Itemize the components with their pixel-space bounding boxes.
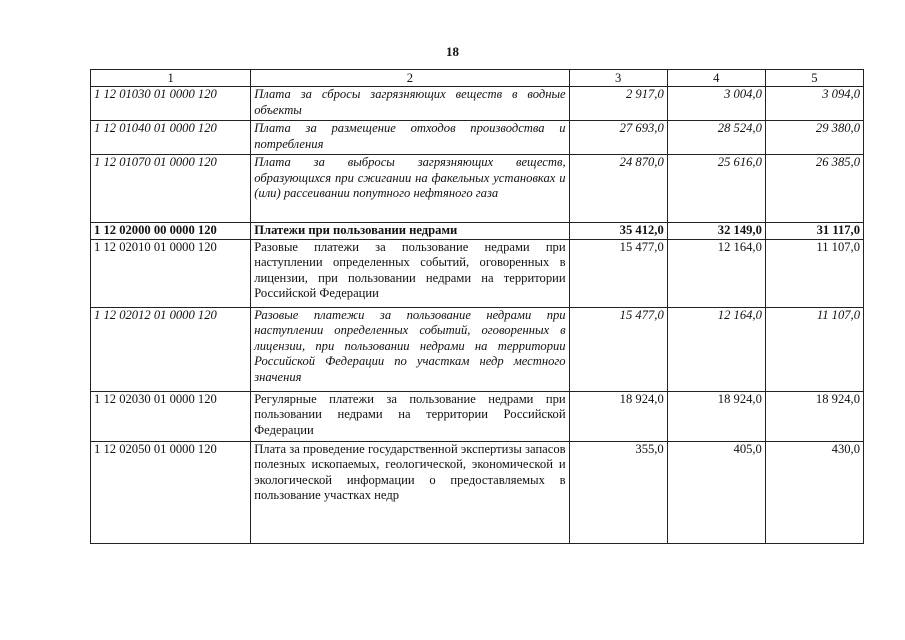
row-code: 1 12 02030 01 0000 120 xyxy=(91,391,251,441)
row-code: 1 12 01040 01 0000 120 xyxy=(91,121,251,155)
row-value-3: 24 870,0 xyxy=(569,155,667,223)
column-header-2: 2 xyxy=(251,70,569,87)
table-row xyxy=(91,87,864,121)
column-header-4: 4 xyxy=(667,70,765,87)
row-code: 1 12 01030 01 0000 120 xyxy=(91,87,251,121)
row-value-4: 12 164,0 xyxy=(667,239,765,307)
row-value-4: 18 924,0 xyxy=(667,391,765,441)
row-value-4: 3 004,0 xyxy=(667,87,765,121)
row-value-4: 405,0 xyxy=(667,441,765,543)
row-name: Разовые платежи за пользование недрами при наступлении определенных событий, оговоренных в лицензии, при пользовании недрами на территории Российской Федерации xyxy=(251,239,569,307)
table-row xyxy=(91,307,864,391)
row-code: 1 12 01070 01 0000 120 xyxy=(91,155,251,223)
row-name: Разовые платежи за пользование недрами при наступлении определенных событий, оговоренных в лицензии, при пользовании недрами на территории Российской Федерации по участкам недр местного значения xyxy=(251,307,569,391)
table-body xyxy=(91,87,864,544)
row-code: 1 12 02012 01 0000 120 xyxy=(91,307,251,391)
row-name: Плата за размещение отходов производства и потребления xyxy=(251,121,569,155)
table-row xyxy=(91,155,864,223)
row-value-3: 27 693,0 xyxy=(569,121,667,155)
row-name: Плата за выбросы загрязняющих веществ, образующихся при сжигании на факельных установках и (или) рассеивании попутного нефтяного газа xyxy=(251,155,569,223)
row-code: 1 12 02010 01 0000 120 xyxy=(91,239,251,307)
header-row xyxy=(91,70,864,87)
budget-table xyxy=(90,69,864,544)
row-value-5: 430,0 xyxy=(765,441,863,543)
row-value-4: 28 524,0 xyxy=(667,121,765,155)
row-value-5: 31 117,0 xyxy=(765,223,863,240)
row-value-5: 11 107,0 xyxy=(765,307,863,391)
row-name: Платежи при пользовании недрами xyxy=(251,223,569,240)
table-row xyxy=(91,223,864,240)
table-row xyxy=(91,441,864,543)
row-value-3: 355,0 xyxy=(569,441,667,543)
page-number: 18 xyxy=(446,44,459,59)
table-row xyxy=(91,121,864,155)
row-value-5: 18 924,0 xyxy=(765,391,863,441)
table-row xyxy=(91,239,864,307)
row-value-4: 12 164,0 xyxy=(667,307,765,391)
row-value-3: 15 477,0 xyxy=(569,239,667,307)
row-code: 1 12 02050 01 0000 120 xyxy=(91,441,251,543)
table-row xyxy=(91,391,864,441)
row-value-5: 11 107,0 xyxy=(765,239,863,307)
row-value-3: 35 412,0 xyxy=(569,223,667,240)
row-name: Плата за сбросы загрязняющих веществ в водные объекты xyxy=(251,87,569,121)
row-code: 1 12 02000 00 0000 120 xyxy=(91,223,251,240)
row-value-5: 29 380,0 xyxy=(765,121,863,155)
row-value-3: 18 924,0 xyxy=(569,391,667,441)
row-name: Плата за проведение государственной экспертизы запасов полезных ископаемых, геологической, экономической и экологической информации о предоставляемых в пользование участках недр xyxy=(251,441,569,543)
column-header-3: 3 xyxy=(569,70,667,87)
row-value-5: 26 385,0 xyxy=(765,155,863,223)
row-value-3: 2 917,0 xyxy=(569,87,667,121)
row-value-5: 3 094,0 xyxy=(765,87,863,121)
row-name: Регулярные платежи за пользование недрами при пользовании недрами на территории Российской Федерации xyxy=(251,391,569,441)
column-header-5: 5 xyxy=(765,70,863,87)
column-header-1: 1 xyxy=(91,70,251,87)
row-value-4: 25 616,0 xyxy=(667,155,765,223)
row-value-3: 15 477,0 xyxy=(569,307,667,391)
row-value-4: 32 149,0 xyxy=(667,223,765,240)
